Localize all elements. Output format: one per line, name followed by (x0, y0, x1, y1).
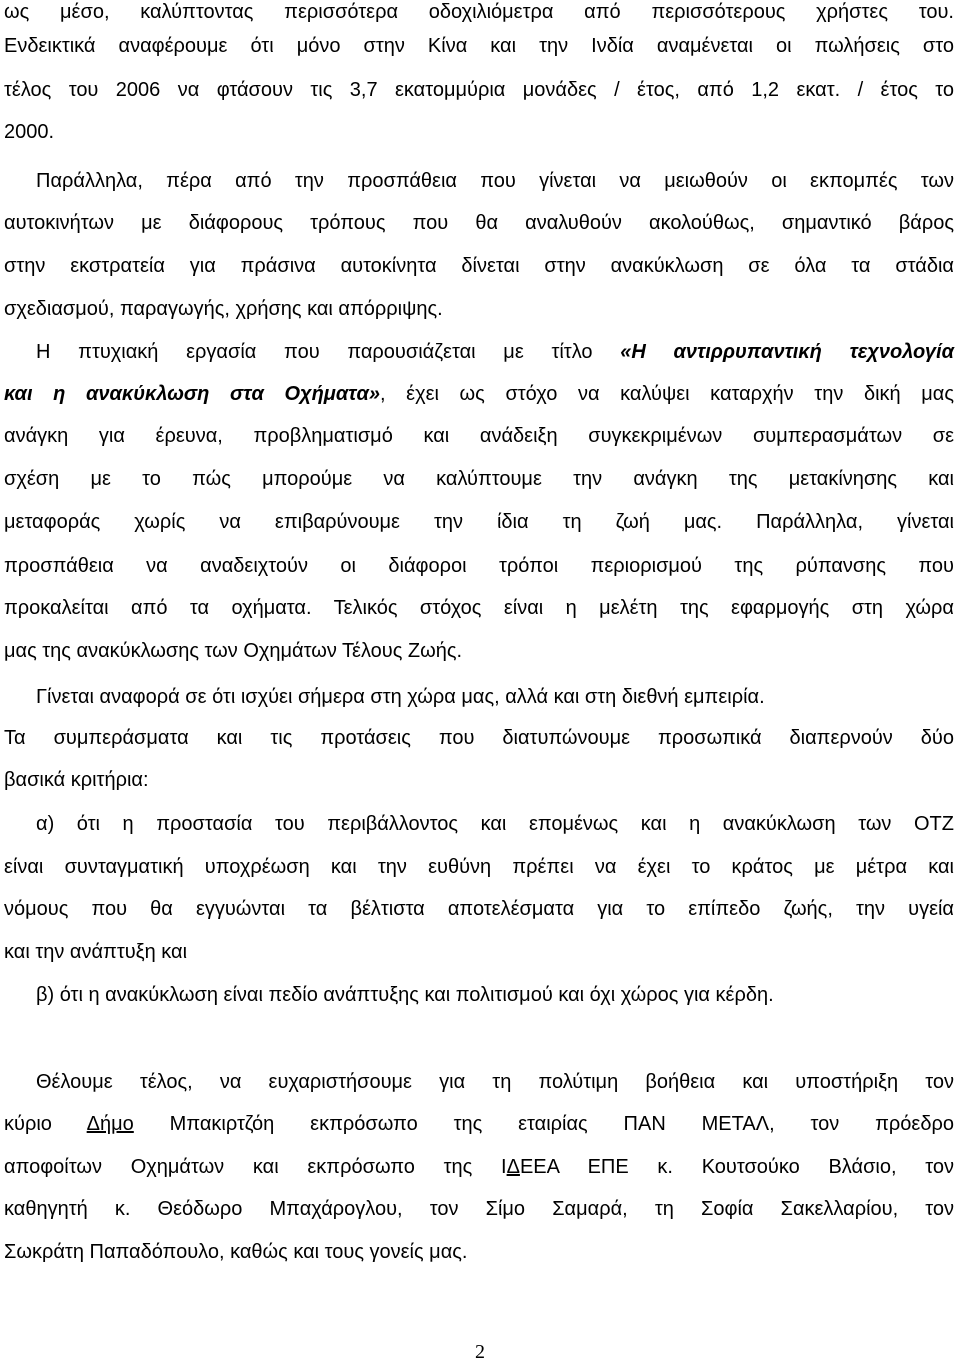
text-line (4, 1112, 954, 1136)
text-line: τέλος του 2006 να φτάσουν τις 3,7 εκατομμύρια μονάδες / έτος, από 1,2 εκατ. / έτος το (4, 79, 954, 101)
text-line: 2000. (4, 121, 55, 143)
text-line: βασικά κριτήρια: (4, 769, 149, 791)
text-run: Η πτυχιακή εργασία που παρουσιάζεται με τίτλο (36, 341, 621, 363)
text-line: Θέλουμε τέλος, να ευχαριστήσουμε για τη πολύτιμη βοήθεια και υποστήριξη τον (36, 1071, 954, 1093)
page-number: 2 (475, 1341, 485, 1363)
underlined-name: Δήμο (86, 1113, 134, 1135)
text-line: καθηγητή κ. Θεόδωρο Μπαχάρογλου, τον Σίμο Σαμαρά, τη Σοφία Σακελλαρίου, τον (4, 1198, 954, 1220)
text-line: είναι συνταγματική υποχρέωση και την ευθύνη πρέπει να έχει το κράτος με μέτρα και (4, 856, 954, 878)
text-run: ΕΕΑ ΕΠΕ κ. Κουτσούκο Βλάσιο, τον (519, 1156, 954, 1178)
text-line: σχεδιασμού, παραγωγής, χρήσης και απόρριψης. (4, 298, 443, 320)
text-line: Γίνεται αναφορά σε ότι ισχύει σήμερα στη χώρα μας, αλλά και στη διεθνή εμπειρία. (36, 686, 765, 708)
text-line: προσπάθεια να αναδειχτούν οι διάφοροι τρόποι περιορισμού της ρύπανσης που (4, 555, 954, 577)
thesis-title-part1: «Η αντιρρυπαντική τεχνολογία (620, 341, 954, 363)
text-line: στην εκστρατεία για πράσινα αυτοκίνητα δίνεται στην ανακύκλωση σε όλα τα στάδια (4, 255, 954, 277)
text-line (4, 382, 954, 406)
text-line: ανάγκη για έρευνα, προβληματισμό και ανάδειξη συγκεκριμένων συμπερασμάτων σε (4, 425, 954, 447)
text-run: αποφοίτων Οχημάτων και εκπρόσωπο της Ι (4, 1156, 507, 1178)
text-line (4, 1155, 954, 1179)
text-line: Σωκράτη Παπαδόπουλο, καθώς και τους γονείς μας. (4, 1241, 468, 1263)
text-line: Παράλληλα, πέρα από την προσπάθεια που γίνεται να μειωθούν οι εκπομπές των (36, 170, 954, 192)
text-line: Τα συμπεράσματα και τις προτάσεις που διατυπώνουμε προσωπικά διαπερνούν δύο (4, 727, 954, 749)
text-line (36, 340, 954, 364)
text-line: μας της ανακύκλωσης των Οχημάτων Τέλους Ζωής. (4, 640, 463, 662)
text-line: α) ότι η προστασία του περιβάλλοντος και επομένως και η ανακύκλωση των ΟΤΖ (36, 813, 954, 835)
text-line: β) ότι η ανακύκλωση είναι πεδίο ανάπτυξης και πολιτισμού και όχι χώρος για κέρδη. (36, 984, 774, 1006)
text-run: Μπακιρτζόη εκπρόσωπο της εταιρίας ΠΑΝ ΜΕΤΑΛ, τον πρόεδρο (133, 1113, 954, 1135)
text-run: κύριο (4, 1113, 87, 1135)
underlined-letter: Δ (506, 1156, 520, 1178)
text-line: και την ανάπτυξη και (4, 941, 188, 963)
text-line: μεταφοράς χωρίς να επιβαρύνουμε την ίδια τη ζωή μας. Παράλληλα, γίνεται (4, 511, 954, 533)
text-line: Ενδεικτικά αναφέρουμε ότι μόνο στην Κίνα και την Ινδία αναμένεται οι πωλήσεις στο (4, 35, 954, 57)
text-line: ως μέσο, καλύπτοντας περισσότερα οδοχιλιόμετρα από περισσότερους χρήστες του. (4, 1, 954, 23)
text-line: προκαλείται από τα οχήματα. Τελικός στόχος είναι η μελέτη της εφαρμογής στη χώρα (4, 597, 954, 619)
text-run: , έχει ως στόχο να καλύψει καταρχήν την δική μας (379, 383, 954, 405)
text-line: σχέση με το πώς μπορούμε να καλύπτουμε την ανάγκη της μετακίνησης και (4, 468, 954, 490)
text-line: αυτοκινήτων με διάφορους τρόπους που θα αναλυθούν ακολούθως, σημαντικό βάρος (4, 212, 954, 234)
thesis-title-part2: και η ανακύκλωση στα Οχήματα» (4, 383, 380, 405)
text-line: νόμους που θα εγγυώνται τα βέλτιστα αποτελέσματα για το επίπεδο ζωής, την υγεία (4, 898, 954, 920)
